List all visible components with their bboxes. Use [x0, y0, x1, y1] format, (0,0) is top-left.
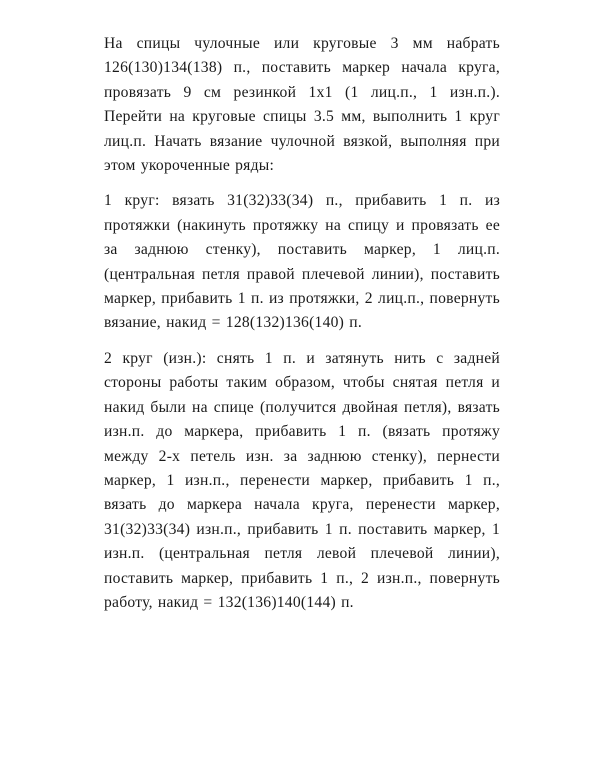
paragraph-round-2: 2 круг (изн.): снять 1 п. и затянуть нить с задней стороны работы таким образом, чтобы снятая петля и накид были на спице (получится двойная петля), вязать изн.п. до маркера, прибавить 1 п. (вязать протяжу между 2-х петель изн. за заднюю стенку), пернести маркер, 1 изн.п., перенести маркер, прибавить 1 п., вязать до маркера начала круга, перенести маркер, 31(32)33(34) изн.п., прибавить 1 п. поставить маркер, 1 изн.п. (центральная петля левой плечевой линии), поставить маркер, прибавить 1 п., 2 изн.п., повернуть работу, накид = 132(136)140(144) п.: [104, 349, 500, 611]
paragraph-cast-on: На спицы чулочные или круговые 3 мм набрать 126(130)134(138) п., поставить маркер начала круга, провязать 9 см резинкой 1х1 (1 лиц.п., 1 изн.п.). Перейти на круговые спицы 3.5 мм, выполнить 1 круг лиц.п. Начать вязание чулочной вязкой, выполняя при этом укороченные ряды:: [104, 35, 500, 175]
document-page: [104, 32, 500, 615]
paragraph-round-1: 1 круг: вязать 31(32)33(34) п., прибавить 1 п. из протяжки (накинуть протяжку на спицу и провязать ее за заднюю стенку), поставить маркер, 1 лиц.п. (центральная петля правой плечевой линии), поставить маркер, прибавить 1 п. из протяжки, 2 лиц.п., повернуть вязание, накид = 128(132)136(140) п.: [104, 192, 500, 332]
